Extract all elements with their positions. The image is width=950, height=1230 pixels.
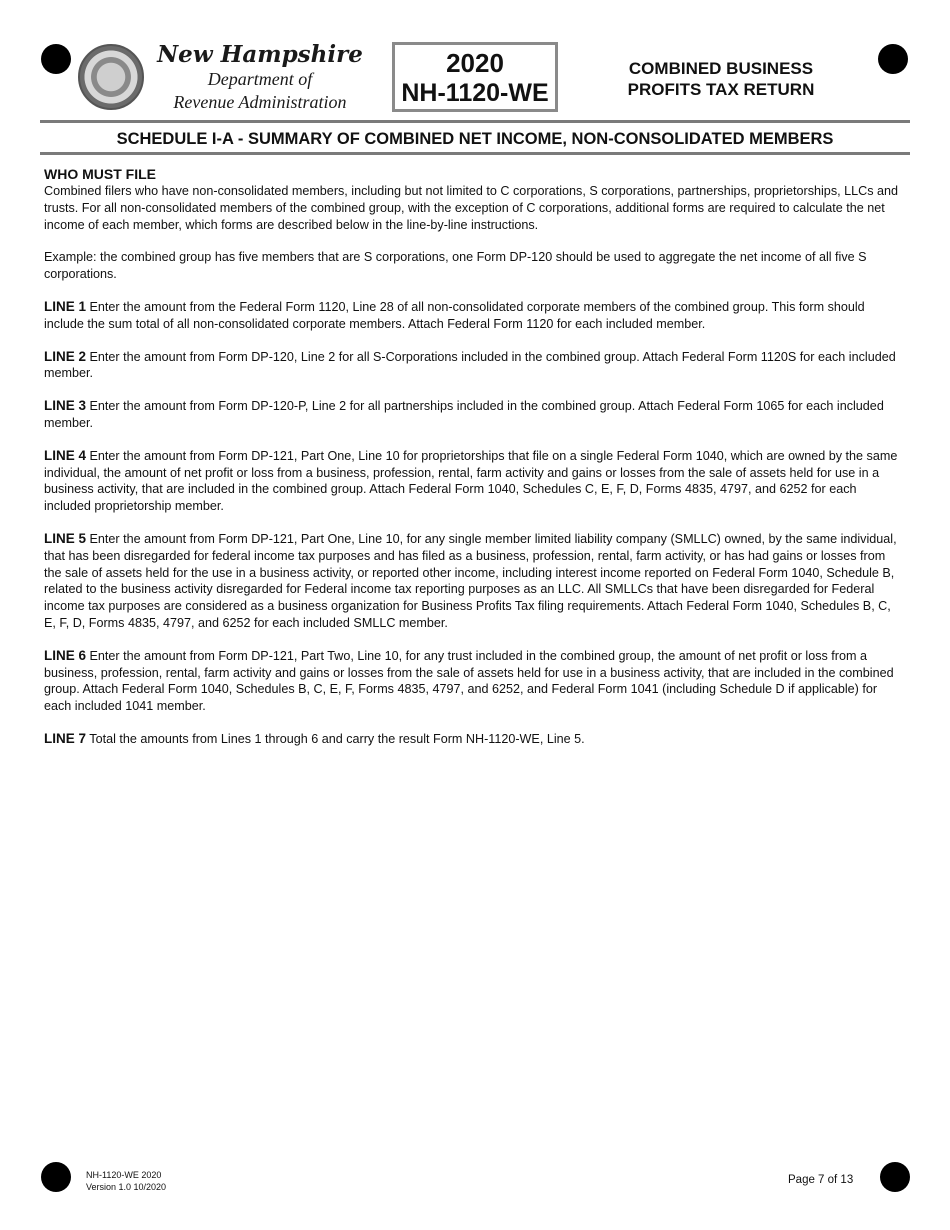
line-1-label: LINE 1	[44, 298, 87, 314]
state-seal-logo	[78, 44, 144, 110]
line-7-label: LINE 7	[44, 730, 87, 746]
form-title	[596, 58, 846, 100]
line-6-text: Enter the amount from Form DP-121, Part Two, Line 10, for any trust included in the combined group, the amount of net profit or loss from a business, profession, rental, farm activity and gains or losses from the sale of assets held for use in a business activity, that are included in the combined group. Attach Federal Form 1040, Schedules B, C, E, F, Forms 4835, 4797, and 6252, and Federal Form 1041 (including Schedule D if applicable) for each included 1041 member.	[44, 648, 894, 714]
header-rule-bottom	[40, 152, 910, 155]
line-4-label: LINE 4	[44, 447, 87, 463]
line-6-instruction	[44, 648, 906, 715]
who-must-file-text: Combined filers who have non-consolidated members, including but not limited to C corporations, S corporations, partnerships, proprietorships, LLCs and trusts. For all non-consolidated members of the combined group, with the exception of C corporations, additional forms are required to calculate the net income of each member, which forms are described below in the line-by-line instructions.	[44, 184, 899, 232]
line-7-text: Total the amounts from Lines 1 through 6 and carry the result Form NH-1120-WE, Line 5.	[89, 731, 585, 746]
agency-line-3: Revenue Administration	[173, 92, 347, 112]
who-must-file-heading: WHO MUST FILE	[44, 166, 156, 182]
hole-dot-top-left	[41, 44, 71, 74]
footer-form-info	[86, 1169, 166, 1193]
agency-line-1: New Hampshire	[157, 41, 363, 68]
line-2-text: Enter the amount from Form DP-120, Line 2 for all S-Corporations included in the combined group. Attach Federal Form 1120S for each included member.	[44, 349, 896, 381]
line-7-instruction	[44, 731, 906, 748]
header-rule-top	[40, 120, 910, 123]
schedule-title: SCHEDULE I-A - SUMMARY OF COMBINED NET INCOME, NON-CONSOLIDATED MEMBERS	[116, 130, 834, 148]
line-1-text: Enter the amount from the Federal Form 1120, Line 28 of all non-consolidated corporate members of the combined group. This form should include the sum total of all non-consolidated corporate members. Attach Federal Form 1120 for each included member.	[44, 299, 865, 331]
example-text: Example: the combined group has five members that are S corporations, one Form DP-120 should be used to aggregate the net income of all five S corporations.	[44, 250, 867, 282]
line-2-instruction	[44, 349, 906, 383]
line-5-instruction	[44, 531, 906, 632]
hole-dot-top-right	[878, 44, 908, 74]
page-number: Page 7 of 13	[788, 1174, 854, 1186]
line-3-label: LINE 3	[44, 398, 87, 414]
form-title-line-2: PROFITS TAX RETURN	[627, 80, 815, 99]
footer-form-id: NH-1120-WE 2020	[86, 1170, 162, 1180]
line-1-instruction	[44, 299, 906, 333]
line-5-label: LINE 5	[44, 530, 87, 546]
line-3-instruction	[44, 398, 906, 432]
line-6-label: LINE 6	[44, 647, 87, 663]
instructions-body	[44, 166, 906, 764]
line-4-instruction	[44, 448, 906, 515]
form-title-line-1: COMBINED BUSINESS	[628, 59, 814, 78]
hole-dot-bottom-left	[41, 1162, 71, 1192]
form-id-box	[392, 42, 558, 112]
agency-line-2: Department of	[207, 69, 313, 89]
form-number: NH-1120-WE	[401, 79, 549, 107]
agency-name	[140, 42, 380, 114]
line-4-text: Enter the amount from Form DP-121, Part One, Line 10 for proprietorships that file on a single Federal Form 1040, which are owned by the same individual, the amount of net profit or loss from a business, profession, rental, farm activity and gains or losses from the sale of assets held for use in a business activity, that are included in the combined group. Attach Federal Form 1040, Schedules C, E, F, D, Forms 4835, 4797, and 6252 for each included proprietorship member.	[44, 448, 898, 514]
line-5-text: Enter the amount from Form DP-121, Part One, Line 10, for any single member limited liability company (SMLLC) owned, by the same individual, that has been disregarded for federal income tax purposes and has filed as a business, profession, rental, farm activity, or has had gains or losses from the sale of assets held for the use in a business activity, or reported other income, including interest income reported on Federal Form 1040, Schedule B, related to the business activity disregarded for Federal income tax reporting purposes as an LLC. All SMLLCs that have been disregarded for Federal income tax purposes are considered as a business organization for Business Profits Tax filing requirements. Attach Federal Form 1040, Schedules B, C, E, F, D, Forms 4835, 4797, and 6252 for each included SMLLC member.	[44, 531, 897, 630]
line-3-text: Enter the amount from Form DP-120-P, Line 2 for all partnerships included in the combined group. Attach Federal Form 1065 for each included member.	[44, 399, 884, 430]
line-2-label: LINE 2	[44, 348, 87, 364]
footer-version: Version 1.0 10/2020	[86, 1182, 167, 1192]
hole-dot-bottom-right	[880, 1162, 910, 1192]
form-year: 2020	[446, 48, 504, 78]
